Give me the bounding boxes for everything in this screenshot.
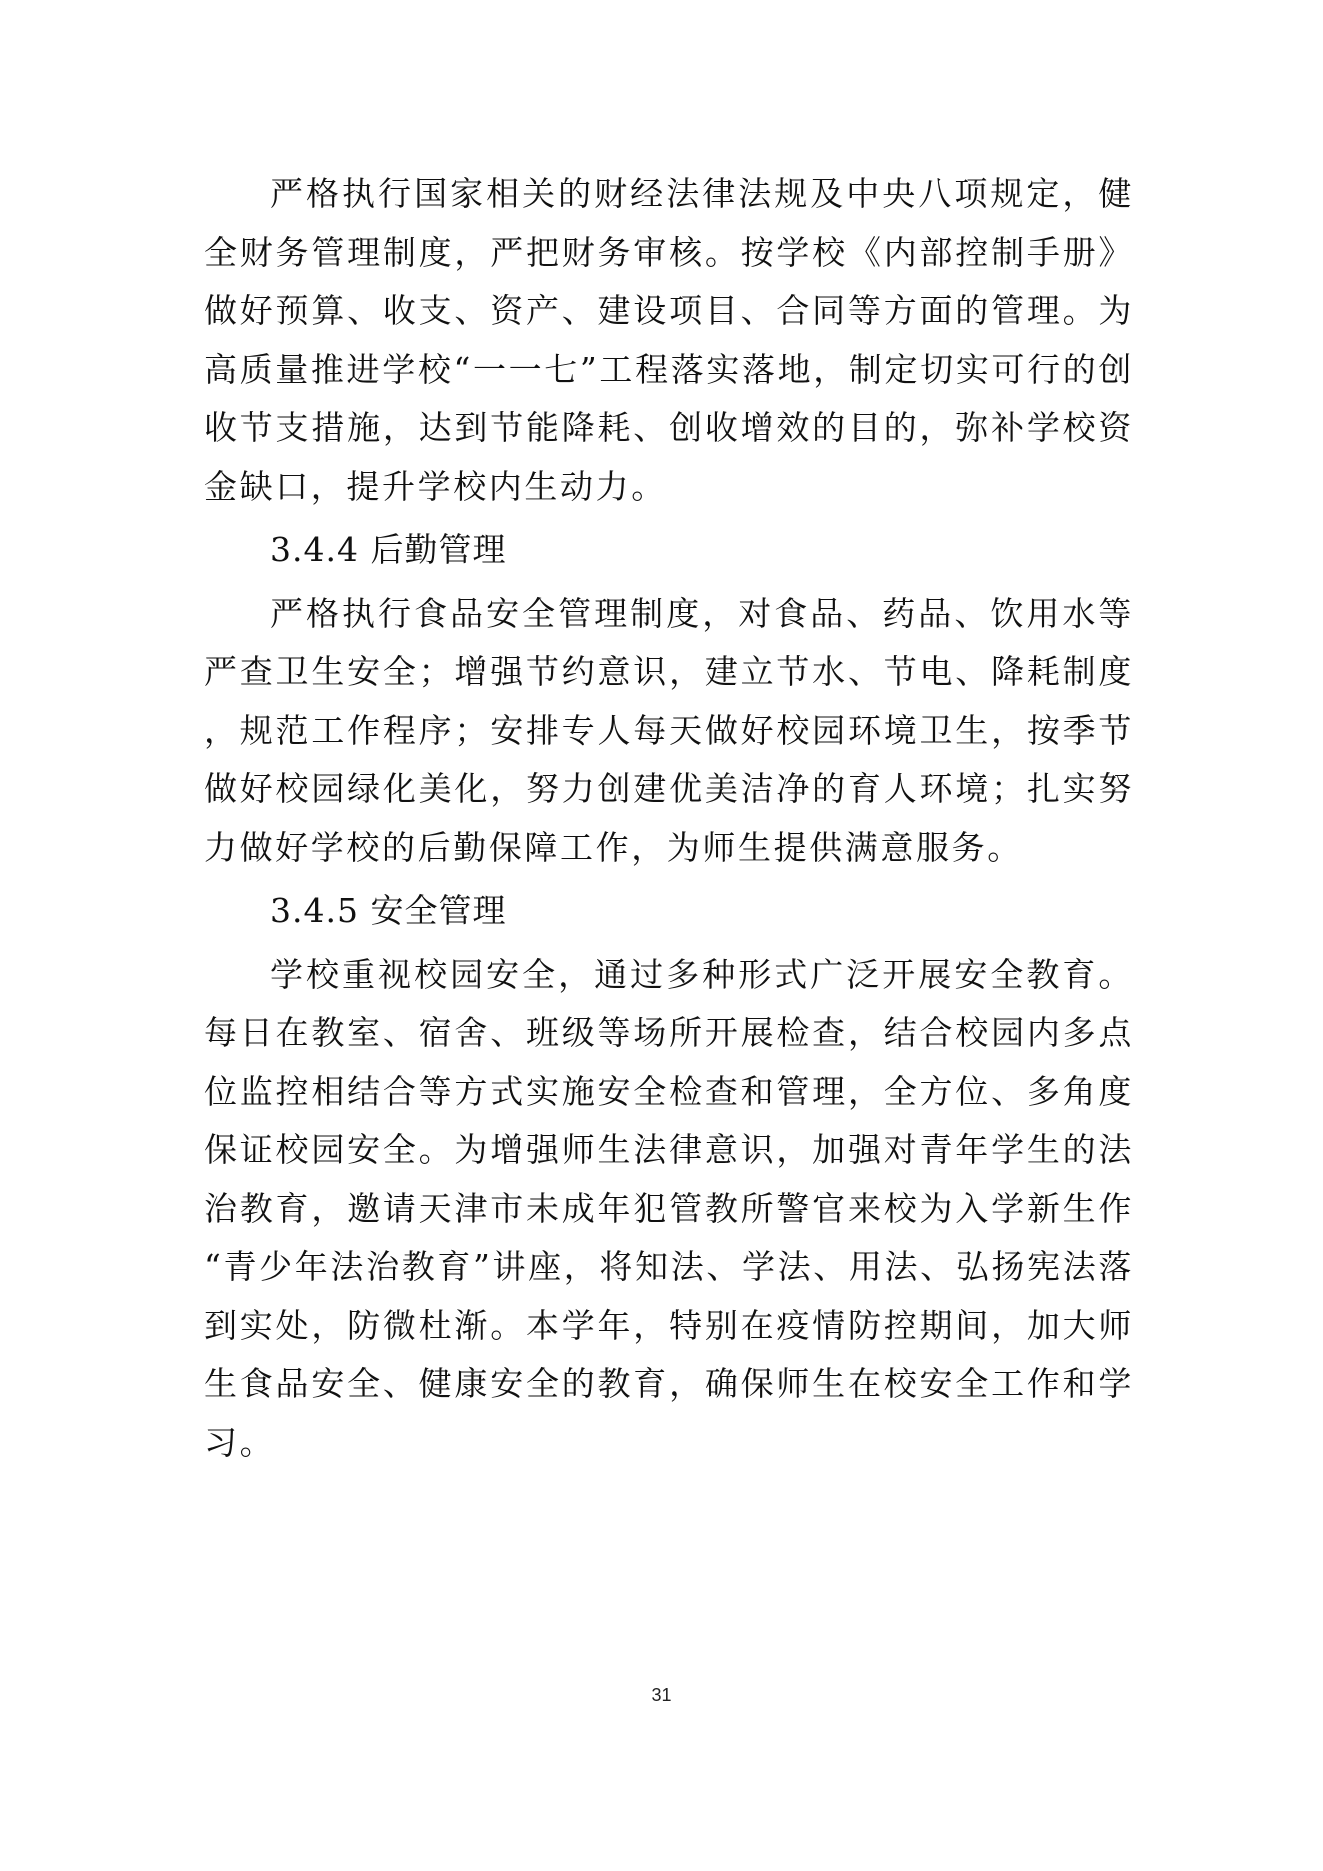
- safety-paragraph: 学校重视校园安全，通过多种形式广泛开展安全教育。每日在教室、宿舍、班级等场所开展检查，结合校园内多点位监控相结合等方式实施安全检查和管理，全方位、多角度保证校园安全。为增强师生法律意识，加强对青年学生的法治教育，邀请天津市未成年犯管教所警官来校为入学新生作“青少年法治教育”讲座，将知法、学法、用法、弘扬宪法落到实处，防微杜渐。本学年，特别在疫情防控期间，加大师生食品安全、健康安全的教育，确保师生在校安全工作和学习。: [204, 954, 1134, 1462]
- finance-paragraph: 严格执行国家相关的财经法律法规及中央八项规定，健全财务管理制度，严把财务审核。按学校《内部控制手册》做好预算、收支、资产、建设项目、合同等方面的管理。为高质量推进学校“一一七”工程落实落地，制定切实可行的创收节支措施，达到节能降耗、创收增效的目的，弥补学校资金缺口，提升学校内生动力。: [204, 174, 1134, 506]
- page-number: 31: [651, 1685, 672, 1705]
- section-heading-safety: 3.4.5 安全管理: [270, 891, 507, 930]
- page-body: [204, 165, 1134, 1472]
- logistics-paragraph: 严格执行食品安全管理制度，对食品、药品、饮用水等严查卫生安全；增强节约意识，建立节水、节电、降耗制度，规范工作程序；安排专人每天做好校园环境卫生，按季节做好校园绿化美化，努力创建优美洁净的育人环境；扎实努力做好学校的后勤保障工作，为师生提供满意服务。: [204, 593, 1134, 867]
- section-heading-logistics: 3.4.4 后勤管理: [270, 530, 507, 569]
